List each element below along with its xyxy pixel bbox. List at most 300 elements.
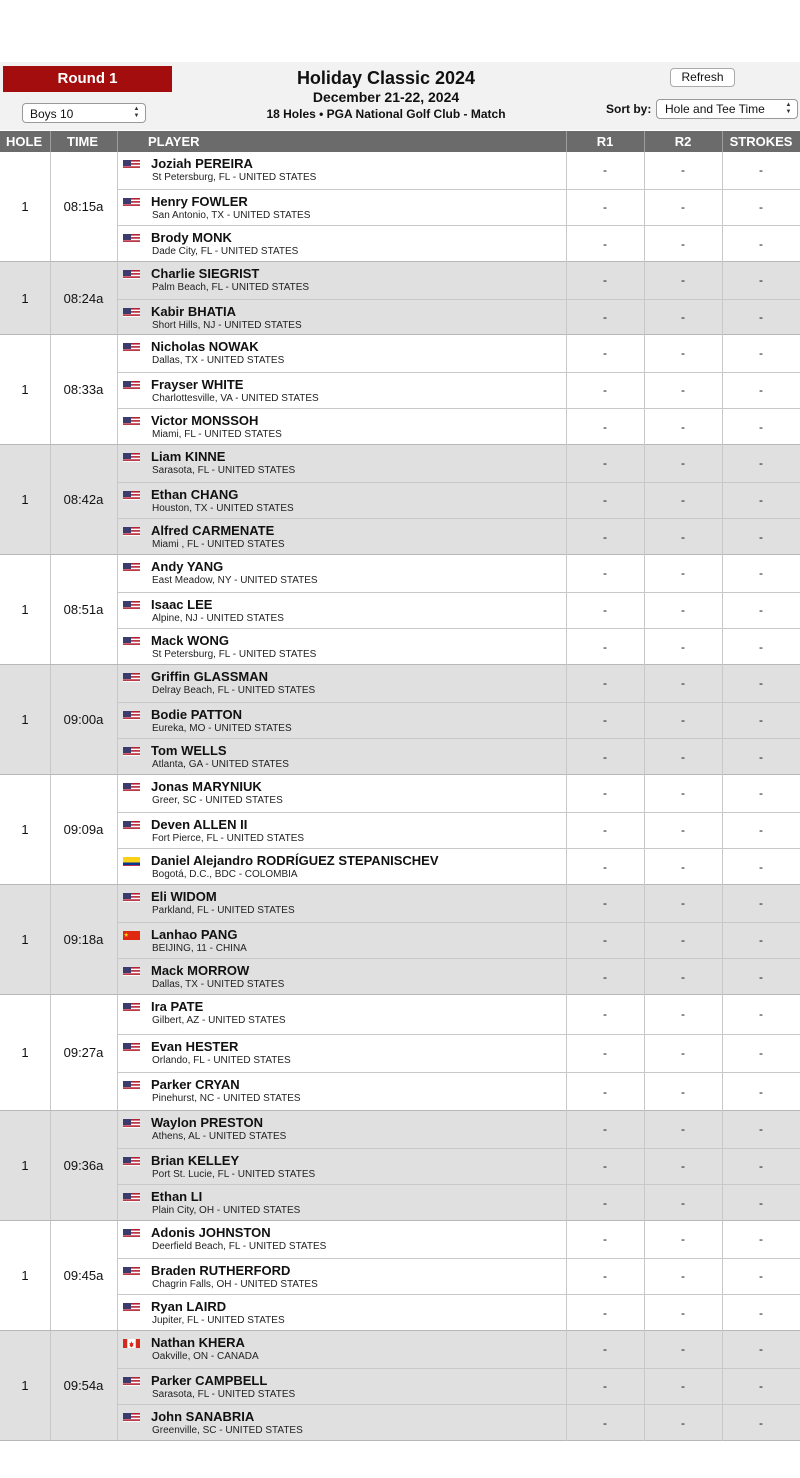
r1-score: - — [603, 456, 607, 471]
col-hole-header: HOLE — [6, 134, 43, 149]
r2-score: - — [681, 273, 685, 288]
strokes-score: - — [759, 676, 763, 691]
player-row[interactable] — [118, 665, 800, 702]
tee-time-cell: 09:09a — [63, 822, 104, 837]
r2-score: - — [681, 1007, 685, 1022]
player-location: Jupiter, FL - UNITED STATES — [152, 1315, 285, 1327]
sort-select[interactable] — [656, 99, 798, 119]
tee-time-cell: 09:54a — [63, 1378, 104, 1393]
player-row[interactable] — [118, 628, 800, 665]
player-row[interactable] — [118, 1034, 800, 1073]
strokes-score: - — [759, 1196, 763, 1211]
event-dates: December 21-22, 2024 — [312, 89, 460, 105]
r1-score: - — [603, 1342, 607, 1357]
player-name[interactable]: Victor MONSSOH — [151, 413, 259, 429]
r1-score: - — [603, 346, 607, 361]
tee-time-cell: 09:18a — [63, 932, 104, 947]
refresh-button[interactable]: Refresh — [670, 68, 735, 87]
player-name[interactable]: Nathan KHERA — [151, 1335, 245, 1350]
player-name[interactable]: Lanhao PANG — [151, 926, 238, 942]
event-course: 18 Holes • PGA National Golf Club - Match — [266, 107, 506, 121]
r1-score: - — [603, 530, 607, 545]
player-row[interactable] — [118, 1148, 800, 1185]
strokes-score: - — [759, 163, 763, 178]
tee-time-cell: 09:36a — [63, 1158, 104, 1173]
player-location: Athens, AL - UNITED STATES — [152, 1131, 287, 1142]
r2-score: - — [681, 860, 685, 875]
r1-score: - — [603, 970, 607, 985]
player-name[interactable]: Parker CAMPBELL — [151, 1372, 268, 1388]
r2-score: - — [681, 1379, 685, 1394]
r2-score: - — [681, 1416, 685, 1431]
player-row[interactable] — [118, 702, 800, 739]
r1-score: - — [603, 1159, 607, 1174]
player-name[interactable]: Adonis JOHNSTON — [151, 1225, 271, 1240]
r2-score: - — [681, 1306, 685, 1321]
player-row[interactable] — [118, 1294, 800, 1331]
strokes-score: - — [759, 750, 763, 765]
player-location: Greenville, SC - UNITED STATES — [152, 1425, 303, 1437]
strokes-score: - — [759, 530, 763, 545]
us-flag-icon — [123, 635, 140, 646]
player-row[interactable] — [118, 555, 800, 592]
player-location: Orlando, FL - UNITED STATES — [152, 1054, 291, 1066]
player-row[interactable] — [118, 152, 800, 189]
strokes-score: - — [759, 346, 763, 361]
player-row[interactable] — [118, 1404, 800, 1441]
strokes-score: - — [759, 493, 763, 508]
us-flag-icon — [123, 745, 140, 756]
r2-score: - — [681, 200, 685, 215]
strokes-score: - — [759, 1085, 763, 1100]
player-location: Oakville, ON - CANADA — [152, 1351, 259, 1362]
player-name[interactable]: Nicholas NOWAK — [151, 339, 259, 354]
player-name[interactable]: Deven ALLEN II — [151, 816, 248, 832]
us-flag-icon — [123, 1411, 140, 1422]
player-row[interactable] — [118, 775, 800, 812]
strokes-score: - — [759, 310, 763, 325]
tee-time-group — [0, 885, 800, 995]
player-row[interactable] — [118, 445, 800, 482]
tee-time-cell: 09:27a — [63, 1045, 104, 1060]
tee-time-group — [0, 665, 800, 775]
col-time-header: TIME — [67, 134, 99, 149]
r2-score: - — [681, 530, 685, 545]
player-name[interactable]: Waylon PRESTON — [151, 1115, 263, 1130]
us-flag-icon — [123, 451, 140, 462]
strokes-score: - — [759, 237, 763, 252]
col-strokes-header: STROKES — [729, 134, 793, 149]
division-value: Boys 10 — [30, 107, 74, 121]
r2-score: - — [681, 456, 685, 471]
us-flag-icon — [123, 891, 140, 902]
player-location: Fort Pierce, FL - UNITED STATES — [152, 832, 305, 844]
r1-score: - — [603, 1085, 607, 1100]
strokes-score: - — [759, 1306, 763, 1321]
r1-score: - — [603, 676, 607, 691]
event-header — [0, 62, 800, 130]
strokes-score: - — [759, 1416, 763, 1431]
player-location: Deerfield Beach, FL - UNITED STATES — [152, 1241, 327, 1252]
strokes-score: - — [759, 603, 763, 618]
player-name[interactable]: Evan HESTER — [151, 1038, 239, 1054]
r2-score: - — [681, 603, 685, 618]
player-location: Miami , FL - UNITED STATES — [152, 539, 285, 551]
us-flag-icon — [123, 232, 140, 243]
tee-time-group — [0, 152, 800, 262]
strokes-score: - — [759, 1232, 763, 1247]
r1-score: - — [603, 200, 607, 215]
r1-score: - — [603, 823, 607, 838]
us-flag-icon — [123, 1155, 140, 1166]
player-name[interactable]: Frayser WHITE — [151, 376, 244, 392]
strokes-score: - — [759, 566, 763, 581]
player-name[interactable]: Jonas MARYNIUK — [151, 779, 262, 794]
player-name[interactable]: Ira PATE — [151, 999, 204, 1014]
player-location: BEIJING, 11 - CHINA — [152, 942, 247, 954]
strokes-score: - — [759, 200, 763, 215]
us-flag-icon — [123, 268, 140, 279]
player-location: St Petersburg, FL - UNITED STATES — [152, 649, 317, 661]
r1-score: - — [603, 933, 607, 948]
hole-cell: 1 — [21, 290, 29, 306]
player-row[interactable] — [118, 1221, 800, 1258]
us-flag-icon — [123, 709, 140, 720]
player-name[interactable]: Brian KELLEY — [151, 1152, 240, 1168]
hole-cell: 1 — [21, 932, 29, 947]
us-flag-icon — [123, 1041, 140, 1052]
tee-time-cell: 08:42a — [63, 492, 104, 507]
r2-score: - — [681, 383, 685, 398]
player-location: Eureka, MO - UNITED STATES — [152, 722, 292, 734]
us-flag-icon — [123, 1301, 140, 1312]
player-name[interactable]: Griffin GLASSMAN — [151, 669, 268, 684]
player-name[interactable]: Isaac LEE — [151, 596, 213, 612]
canada-flag-icon — [123, 1337, 140, 1348]
player-location: East Meadow, NY - UNITED STATES — [152, 575, 318, 586]
r1-score: - — [603, 383, 607, 398]
player-row[interactable] — [118, 518, 800, 555]
tee-time-group — [0, 445, 800, 555]
player-row[interactable] — [118, 482, 800, 519]
tee-time-group — [0, 335, 800, 445]
hole-cell: 1 — [21, 1158, 29, 1173]
hole-cell: 1 — [21, 712, 29, 727]
player-location: Miami, FL - UNITED STATES — [152, 429, 282, 441]
r2-score: - — [681, 676, 685, 691]
r2-score: - — [681, 823, 685, 838]
r2-score: - — [681, 713, 685, 728]
us-flag-icon — [123, 561, 140, 572]
player-name[interactable]: Andy YANG — [151, 559, 224, 574]
r1-score: - — [603, 713, 607, 728]
r2-score: - — [681, 970, 685, 985]
player-location: Chagrin Falls, OH - UNITED STATES — [152, 1278, 318, 1290]
r1-score: - — [603, 566, 607, 581]
strokes-score: - — [759, 823, 763, 838]
player-row[interactable] — [118, 922, 800, 959]
strokes-score: - — [759, 713, 763, 728]
tee-time-cell: 08:15a — [63, 199, 104, 214]
us-flag-icon — [123, 196, 140, 207]
player-name[interactable]: Henry FOWLER — [151, 193, 248, 209]
r1-score: - — [603, 1007, 607, 1022]
player-row[interactable] — [118, 812, 800, 849]
r1-score: - — [603, 860, 607, 875]
player-name[interactable]: Tom WELLS — [151, 743, 227, 759]
r2-score: - — [681, 1122, 685, 1137]
r1-score: - — [603, 603, 607, 618]
player-row[interactable] — [118, 995, 800, 1034]
event-title: Holiday Classic 2024 — [296, 68, 476, 88]
strokes-score: - — [759, 1159, 763, 1174]
player-row[interactable] — [118, 262, 800, 299]
tee-time-group — [0, 775, 800, 885]
player-row[interactable] — [118, 372, 800, 409]
strokes-score: - — [759, 420, 763, 435]
r2-score: - — [681, 1232, 685, 1247]
us-flag-icon — [123, 1001, 140, 1012]
strokes-score: - — [759, 933, 763, 948]
r2-score: - — [681, 1342, 685, 1357]
hole-cell: 1 — [21, 199, 29, 214]
chevron-updown-icon: ▲ ▼ — [133, 106, 140, 119]
chevron-updown-icon: ▲ ▼ — [785, 102, 792, 115]
r2-score: - — [681, 163, 685, 178]
player-location: Plain City, OH - UNITED STATES — [152, 1205, 301, 1217]
player-row[interactable] — [118, 335, 800, 372]
player-row[interactable] — [118, 1072, 800, 1111]
player-row[interactable] — [118, 885, 800, 922]
r2-score: - — [681, 237, 685, 252]
player-location: Sarasota, FL - UNITED STATES — [152, 1388, 296, 1400]
us-flag-icon — [123, 415, 140, 426]
tee-time-cell: 09:45a — [63, 1268, 104, 1283]
tee-time-cell: 08:51a — [63, 602, 104, 617]
us-flag-icon — [123, 341, 140, 352]
r1-score: - — [603, 786, 607, 801]
r1-score: - — [603, 896, 607, 911]
player-row[interactable] — [118, 1258, 800, 1295]
player-row[interactable] — [118, 1111, 800, 1148]
player-location: Dallas, TX - UNITED STATES — [152, 979, 285, 991]
us-flag-icon — [123, 525, 140, 536]
r1-score: - — [603, 493, 607, 508]
player-location: Greer, SC - UNITED STATES — [152, 795, 283, 806]
player-name[interactable]: Braden RUTHERFORD — [151, 1262, 291, 1278]
r2-score: - — [681, 1046, 685, 1061]
r2-score: - — [681, 896, 685, 911]
player-location: Pinehurst, NC - UNITED STATES — [152, 1093, 301, 1105]
r2-score: - — [681, 493, 685, 508]
hole-cell: 1 — [21, 492, 29, 507]
us-flag-icon — [123, 599, 140, 610]
us-flag-icon — [123, 1079, 140, 1090]
player-location: Bogotá, D.C., BDC - COLOMBIA — [152, 869, 298, 881]
strokes-score: - — [759, 1379, 763, 1394]
col-r2-header: R2 — [674, 134, 692, 149]
us-flag-icon — [123, 158, 140, 169]
r2-score: - — [681, 933, 685, 948]
tee-time-cell: 08:24a — [63, 290, 104, 306]
player-name[interactable]: Mack MORROW — [151, 963, 250, 979]
player-row[interactable] — [118, 848, 800, 885]
r1-score: - — [603, 640, 607, 655]
colombia-flag-icon — [123, 855, 140, 866]
r1-score: - — [603, 1379, 607, 1394]
strokes-score: - — [759, 1342, 763, 1357]
us-flag-icon — [123, 781, 140, 792]
player-location: Palm Beach, FL - UNITED STATES — [152, 282, 310, 293]
strokes-score: - — [759, 273, 763, 288]
player-row[interactable] — [118, 189, 800, 226]
table-header — [0, 131, 800, 152]
sort-label: Sort by: — [606, 102, 652, 116]
player-row[interactable] — [118, 299, 800, 336]
player-location: Delray Beach, FL - UNITED STATES — [152, 685, 316, 696]
player-location: Dade City, FL - UNITED STATES — [152, 246, 299, 258]
tee-time-group — [0, 995, 800, 1111]
player-location: Houston, TX - UNITED STATES — [152, 502, 294, 514]
r2-score: - — [681, 420, 685, 435]
r1-score: - — [603, 1306, 607, 1321]
player-location: Port St. Lucie, FL - UNITED STATES — [152, 1168, 316, 1180]
player-name[interactable]: Charlie SIEGRIST — [151, 266, 260, 281]
r2-score: - — [681, 310, 685, 325]
col-player-header: PLAYER — [148, 134, 200, 149]
us-flag-icon — [123, 1117, 140, 1128]
player-name[interactable]: Parker CRYAN — [151, 1077, 240, 1093]
player-name[interactable]: Bodie PATTON — [151, 706, 242, 722]
player-location: St Petersburg, FL - UNITED STATES — [152, 172, 317, 183]
us-flag-icon — [123, 379, 140, 390]
player-row[interactable] — [118, 1331, 800, 1368]
player-row[interactable] — [118, 592, 800, 629]
r2-score: - — [681, 1269, 685, 1284]
r2-score: - — [681, 786, 685, 801]
hole-cell: 1 — [21, 822, 29, 837]
player-row[interactable] — [118, 1368, 800, 1405]
strokes-score: - — [759, 1007, 763, 1022]
r1-score: - — [603, 420, 607, 435]
tee-time-group — [0, 1331, 800, 1441]
strokes-score: - — [759, 456, 763, 471]
event-title-block — [200, 67, 572, 122]
player-name[interactable]: Alfred CARMENATE — [151, 523, 275, 539]
player-location: Parkland, FL - UNITED STATES — [152, 905, 295, 916]
player-name[interactable]: Liam KINNE — [151, 449, 226, 464]
r1-score: - — [603, 1046, 607, 1061]
player-name[interactable]: John SANABRIA — [151, 1409, 255, 1425]
r1-score: - — [603, 1416, 607, 1431]
strokes-score: - — [759, 1122, 763, 1137]
tee-time-group — [0, 1221, 800, 1331]
us-flag-icon — [123, 819, 140, 830]
player-name[interactable]: Eli WIDOM — [151, 889, 217, 904]
player-name[interactable]: Ethan CHANG — [151, 486, 239, 502]
r1-score: - — [603, 310, 607, 325]
us-flag-icon — [123, 306, 140, 317]
us-flag-icon — [123, 965, 140, 976]
r1-score: - — [603, 1122, 607, 1137]
player-row[interactable] — [118, 1184, 800, 1221]
strokes-score: - — [759, 383, 763, 398]
player-name[interactable]: Ethan LI — [151, 1189, 203, 1205]
player-location: Short Hills, NJ - UNITED STATES — [152, 319, 302, 331]
col-r1-header: R1 — [596, 134, 614, 149]
r1-score: - — [603, 1269, 607, 1284]
tee-time-cell: 09:00a — [63, 712, 104, 727]
player-location: Sarasota, FL - UNITED STATES — [152, 465, 296, 476]
r2-score: - — [681, 1085, 685, 1100]
r2-score: - — [681, 346, 685, 361]
strokes-score: - — [759, 786, 763, 801]
r2-score: - — [681, 1159, 685, 1174]
player-name[interactable]: Brody MONK — [151, 230, 232, 246]
sort-value: Hole and Tee Time — [665, 102, 765, 116]
player-row[interactable] — [118, 738, 800, 775]
us-flag-icon — [123, 489, 140, 500]
division-select[interactable] — [22, 103, 146, 123]
player-location: Charlottesville, VA - UNITED STATES — [152, 392, 319, 404]
player-location: Gilbert, AZ - UNITED STATES — [152, 1015, 286, 1026]
player-location: Atlanta, GA - UNITED STATES — [152, 759, 289, 771]
player-name[interactable]: Mack WONG — [151, 633, 230, 649]
hole-cell: 1 — [21, 602, 29, 617]
hole-cell: 1 — [21, 1268, 29, 1283]
r1-score: - — [603, 273, 607, 288]
round-tab[interactable]: Round 1 — [3, 66, 172, 92]
tee-time-group — [0, 1111, 800, 1221]
r1-score: - — [603, 163, 607, 178]
player-name[interactable]: Daniel Alejandro RODRÍGUEZ STEPANISCHEV — [151, 853, 439, 869]
strokes-score: - — [759, 896, 763, 911]
us-flag-icon — [123, 671, 140, 682]
strokes-score: - — [759, 860, 763, 875]
player-row[interactable] — [118, 408, 800, 445]
player-row[interactable] — [118, 958, 800, 995]
tee-time-group — [0, 555, 800, 665]
player-name[interactable]: Ryan LAIRD — [151, 1299, 227, 1315]
hole-cell: 1 — [21, 1378, 29, 1393]
hole-cell: 1 — [21, 382, 29, 397]
r1-score: - — [603, 1196, 607, 1211]
strokes-score: - — [759, 640, 763, 655]
player-row[interactable] — [118, 225, 800, 262]
player-location: Alpine, NJ - UNITED STATES — [152, 612, 284, 624]
strokes-score: - — [759, 1046, 763, 1061]
us-flag-icon — [123, 1265, 140, 1276]
strokes-score: - — [759, 1269, 763, 1284]
player-name[interactable]: Joziah PEREIRA — [151, 156, 253, 171]
r2-score: - — [681, 640, 685, 655]
china-flag-icon — [123, 929, 140, 940]
r2-score: - — [681, 1196, 685, 1211]
r1-score: - — [603, 750, 607, 765]
us-flag-icon — [123, 1375, 140, 1386]
r1-score: - — [603, 237, 607, 252]
player-location: Dallas, TX - UNITED STATES — [152, 355, 285, 366]
hole-cell: 1 — [21, 1045, 29, 1060]
r1-score: - — [603, 1232, 607, 1247]
strokes-score: - — [759, 970, 763, 985]
player-location: San Antonio, TX - UNITED STATES — [152, 209, 311, 221]
us-flag-icon — [123, 1227, 140, 1238]
player-name[interactable]: Kabir BHATIA — [151, 303, 236, 319]
us-flag-icon — [123, 1191, 140, 1202]
tee-time-cell: 08:33a — [63, 382, 104, 397]
tee-time-group — [0, 262, 800, 335]
